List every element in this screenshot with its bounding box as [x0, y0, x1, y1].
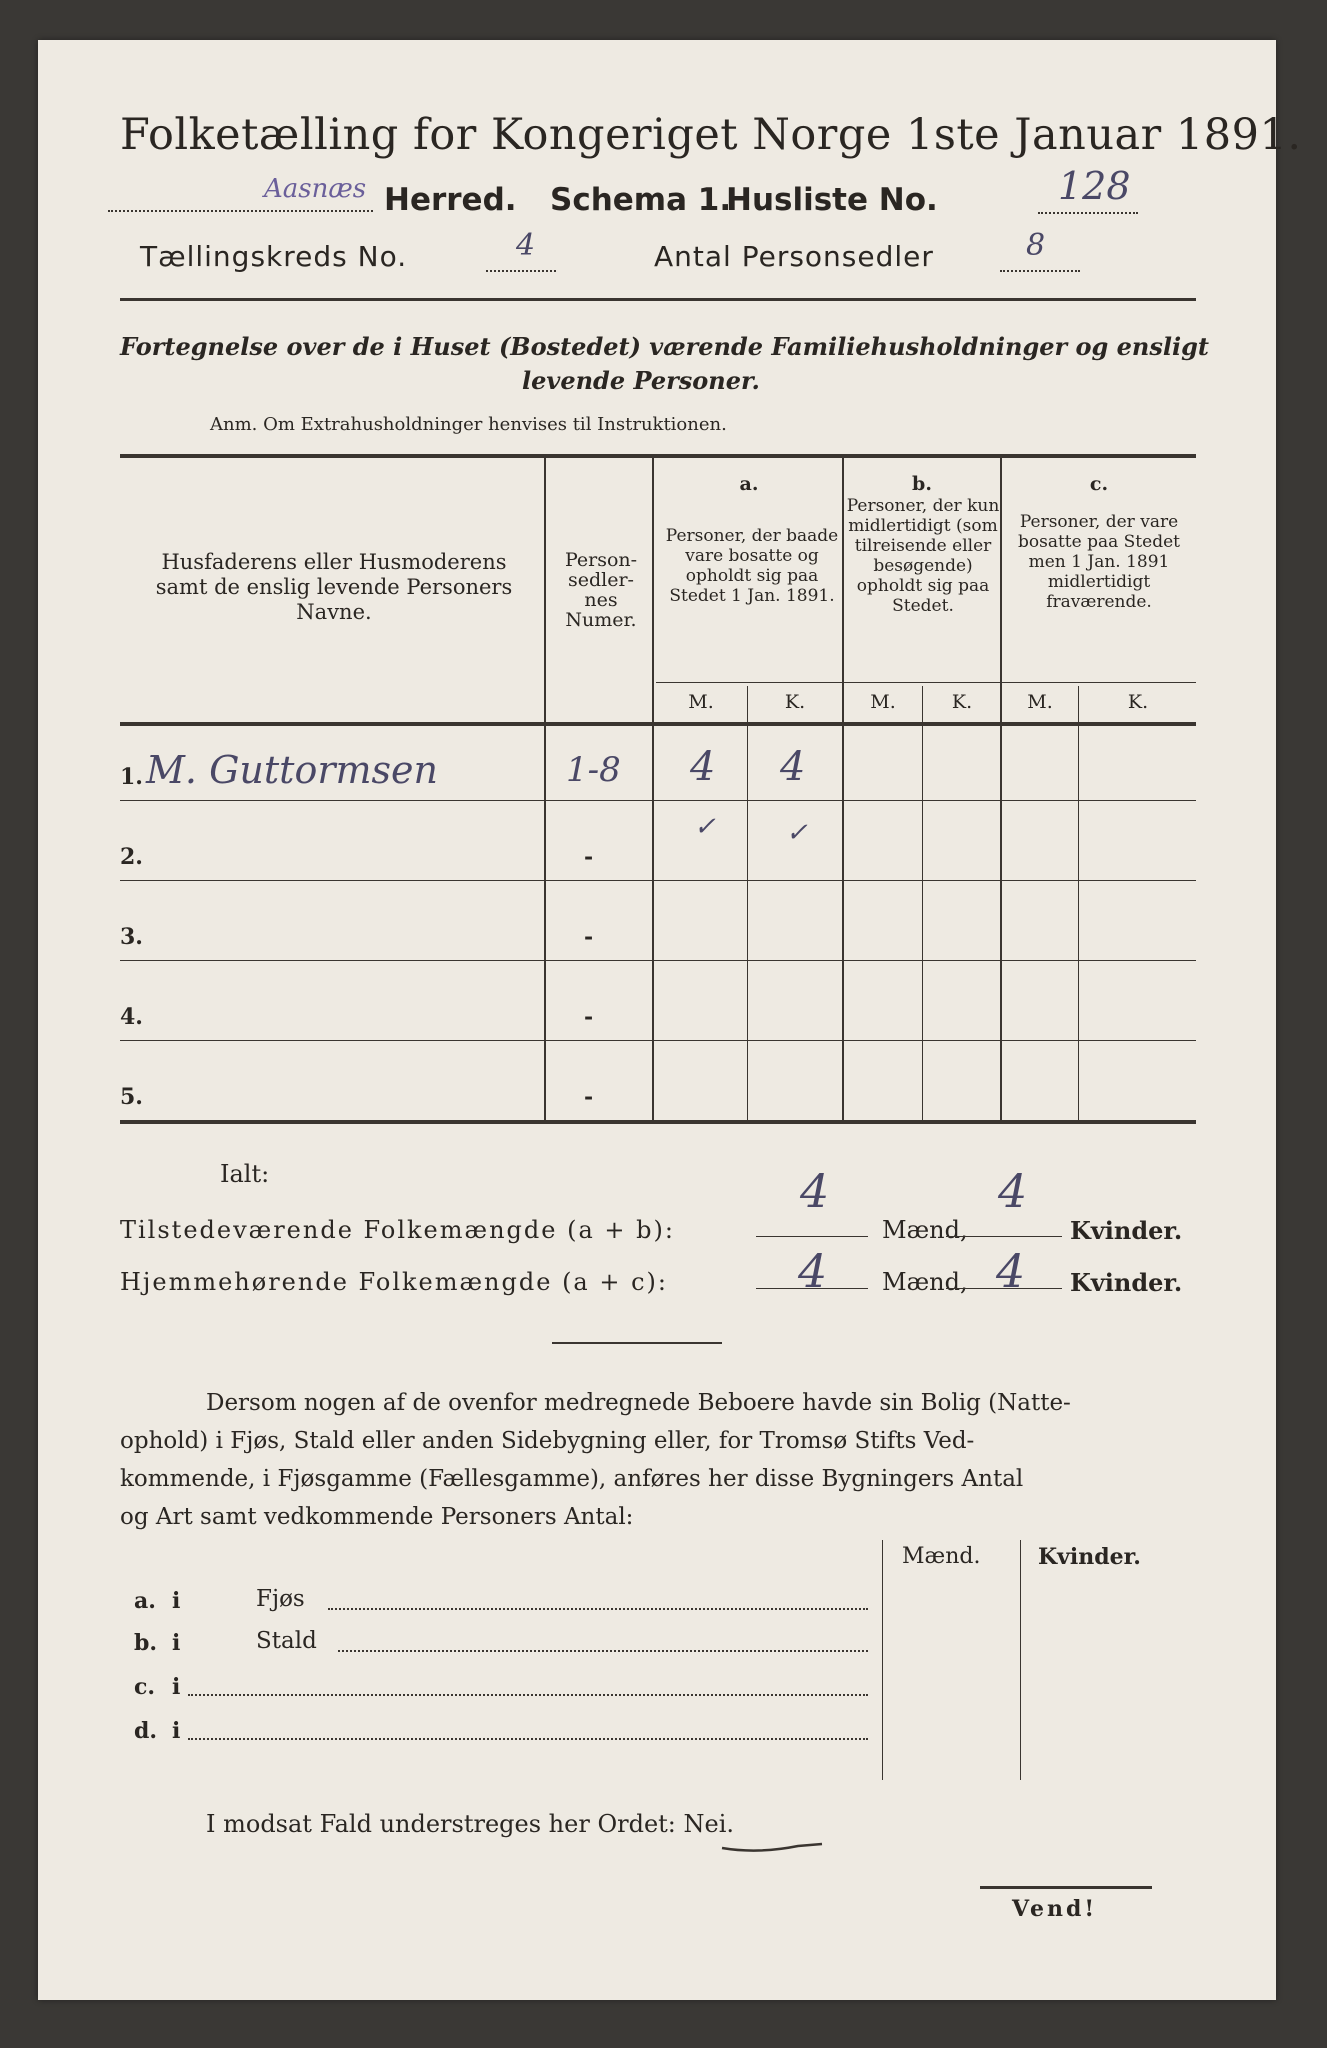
herred-dotted-line [108, 210, 373, 212]
table-head-rule [120, 722, 1196, 726]
table-row-1-num: 1-8 [566, 750, 621, 790]
bolig-item-b-letter: b. [134, 1630, 158, 1656]
table-row-1-am: 4 [690, 744, 716, 790]
header-c-k: K. [1127, 691, 1149, 713]
bolig-item-b-i: i [172, 1630, 181, 1656]
intro-line-1: Fortegnelse over de i Huset (Bostedet) værende Familiehusholdninger og ensligt [120, 332, 1209, 361]
header-b-letter: b. [912, 473, 932, 495]
col-divider-cm [1078, 686, 1079, 1120]
intro-line-2: levende Personer. [522, 366, 760, 395]
table-row-1-ak: 4 [780, 744, 806, 790]
table-row-2-am: ✓ [694, 812, 716, 842]
hjemme-k-value: 4 [996, 1244, 1026, 1298]
col-divider-am [747, 686, 748, 1120]
ialt-label: Ialt: [220, 1160, 270, 1188]
kreds-dotted-line [486, 270, 556, 272]
table-top-rule [120, 454, 1196, 458]
header-c-letter: c. [1089, 473, 1109, 495]
personsedler-value: 8 [1026, 228, 1046, 263]
tilstede-kvinder-label: Kvinder. [1070, 1216, 1183, 1245]
kreds-label: Tællingskreds No. [140, 240, 408, 273]
header-c: Personer, der vare bosatte paa Stedet men 1 Jan. 1891 midlertidigt fraværende. [1018, 512, 1180, 612]
bolig-item-c-dots [188, 1694, 868, 1696]
bolig-item-a-i: i [172, 1588, 181, 1614]
row-rule-3 [120, 960, 1196, 961]
bolig-para-1: Dersom nogen af de ovenfor medregnede Beboere havde sin Bolig (Natte- [206, 1390, 1071, 1416]
table-row-1-number: 1. [120, 764, 143, 790]
bolig-item-a-dots [328, 1608, 868, 1610]
husliste-dotted-line [1038, 212, 1138, 214]
herred-label: Herred. [384, 182, 517, 218]
vend-label: Vend! [1012, 1896, 1098, 1922]
header-a-letter: a. [739, 473, 759, 495]
header-b: Personer, der kun midlertidigt (som tilreisende eller besøgende) opholdt sig paa Stedet. [846, 496, 1000, 616]
bolig-kvinder-header: Kvinder. [1038, 1544, 1141, 1570]
tilstede-maend-label: Mænd, [882, 1216, 968, 1244]
bolig-item-a-label: Fjøs [256, 1586, 305, 1612]
table-row-2-ak: ✓ [786, 818, 808, 848]
header-a-m: M. [688, 691, 714, 713]
header-divider [120, 298, 1196, 301]
hjemme-label: Hjemmehørende Folkemængde (a + c): [120, 1268, 668, 1296]
table-row-5-num: - [584, 1084, 594, 1110]
row-rule-1 [120, 800, 1196, 801]
header-c-m: M. [1027, 691, 1053, 713]
bolig-item-c-i: i [172, 1674, 181, 1700]
nei-underline [718, 1836, 828, 1856]
bolig-item-a-letter: a. [134, 1588, 156, 1614]
bolig-maend-header: Mænd. [902, 1544, 981, 1569]
header-a-k: K. [784, 691, 806, 713]
header-a: Personer, der baade vare bosatte og opholdt sig paa Stedet 1 Jan. 1891. [665, 526, 839, 606]
vend-rule [980, 1886, 1152, 1889]
header-number: Person-sedler-nes Numer. [564, 549, 638, 631]
bolig-para-3: kommende, i Fjøsgamme (Fællesgamme), anføres her disse Bygningers Antal [120, 1466, 1024, 1492]
husliste-value: 128 [1058, 164, 1131, 208]
anm-note: Anm. Om Extrahusholdninger henvises til Instruktionen. [210, 414, 727, 435]
col-divider-name [544, 458, 546, 1120]
bolig-item-d-dots [188, 1738, 868, 1740]
form-title: Folketælling for Kongeriget Norge 1ste Januar 1891. [120, 110, 1302, 160]
table-row-4-num: - [584, 1004, 594, 1030]
husliste-label: Husliste No. [726, 182, 938, 218]
table-row-2-num: - [584, 844, 594, 870]
row-rule-4 [120, 1040, 1196, 1041]
bolig-item-d-letter: d. [134, 1718, 158, 1744]
tilstede-k-line [946, 1236, 1062, 1237]
schema-label: Schema 1. [550, 182, 732, 218]
tilstede-m-line [756, 1236, 868, 1237]
personsedler-label: Antal Personsedler [654, 240, 934, 273]
bolig-item-b-label: Stald [256, 1628, 317, 1654]
tilstede-k-value: 4 [998, 1164, 1028, 1218]
census-form-page [38, 40, 1302, 2000]
col-divider-num [652, 458, 654, 1120]
tilstede-label: Tilstedeværende Folkemængde (a + b): [120, 1216, 675, 1244]
row-rule-2 [120, 880, 1196, 881]
mk-header-rule [656, 682, 1196, 683]
table-row-3-num: - [584, 924, 594, 950]
table-row-1-name: M. Guttormsen [146, 748, 438, 792]
header-b-m: M. [870, 691, 896, 713]
bolig-divider-right [1020, 1540, 1021, 1780]
table-row-3-number: 3. [120, 924, 143, 950]
herred-value-stamp: Aasnæs [264, 174, 367, 204]
table-bottom-rule [120, 1120, 1196, 1124]
hjemme-m-value: 4 [798, 1244, 828, 1298]
bolig-item-b-dots [338, 1650, 868, 1652]
header-names: Husfaderens eller Husmoderens samt de enslig levende Personers Navne. [155, 550, 513, 624]
kreds-value: 4 [516, 228, 536, 263]
table-row-5-number: 5. [120, 1084, 143, 1110]
section-divider [552, 1342, 722, 1344]
tilstede-m-value: 4 [800, 1164, 830, 1218]
personsedler-dotted-line [1000, 270, 1080, 272]
table-row-4-number: 4. [120, 1004, 143, 1030]
col-divider-bm [922, 686, 923, 1120]
bolig-item-d-i: i [172, 1718, 181, 1744]
table-row-2-number: 2. [120, 844, 143, 870]
header-b-k: K. [951, 691, 973, 713]
bolig-item-c-letter: c. [134, 1674, 156, 1700]
bolig-para-4: og Art samt vedkommende Personers Antal: [120, 1504, 634, 1530]
hjemme-kvinder-label: Kvinder. [1070, 1268, 1183, 1297]
bolig-divider-left [882, 1540, 883, 1780]
modsat-fald-text: I modsat Fald understreges her Ordet: Nei. [206, 1810, 735, 1838]
hjemme-maend-label: Mænd, [882, 1268, 968, 1296]
bolig-para-2: ophold) i Fjøs, Stald eller anden Sidebygning eller, for Tromsø Stifts Ved- [120, 1428, 975, 1454]
